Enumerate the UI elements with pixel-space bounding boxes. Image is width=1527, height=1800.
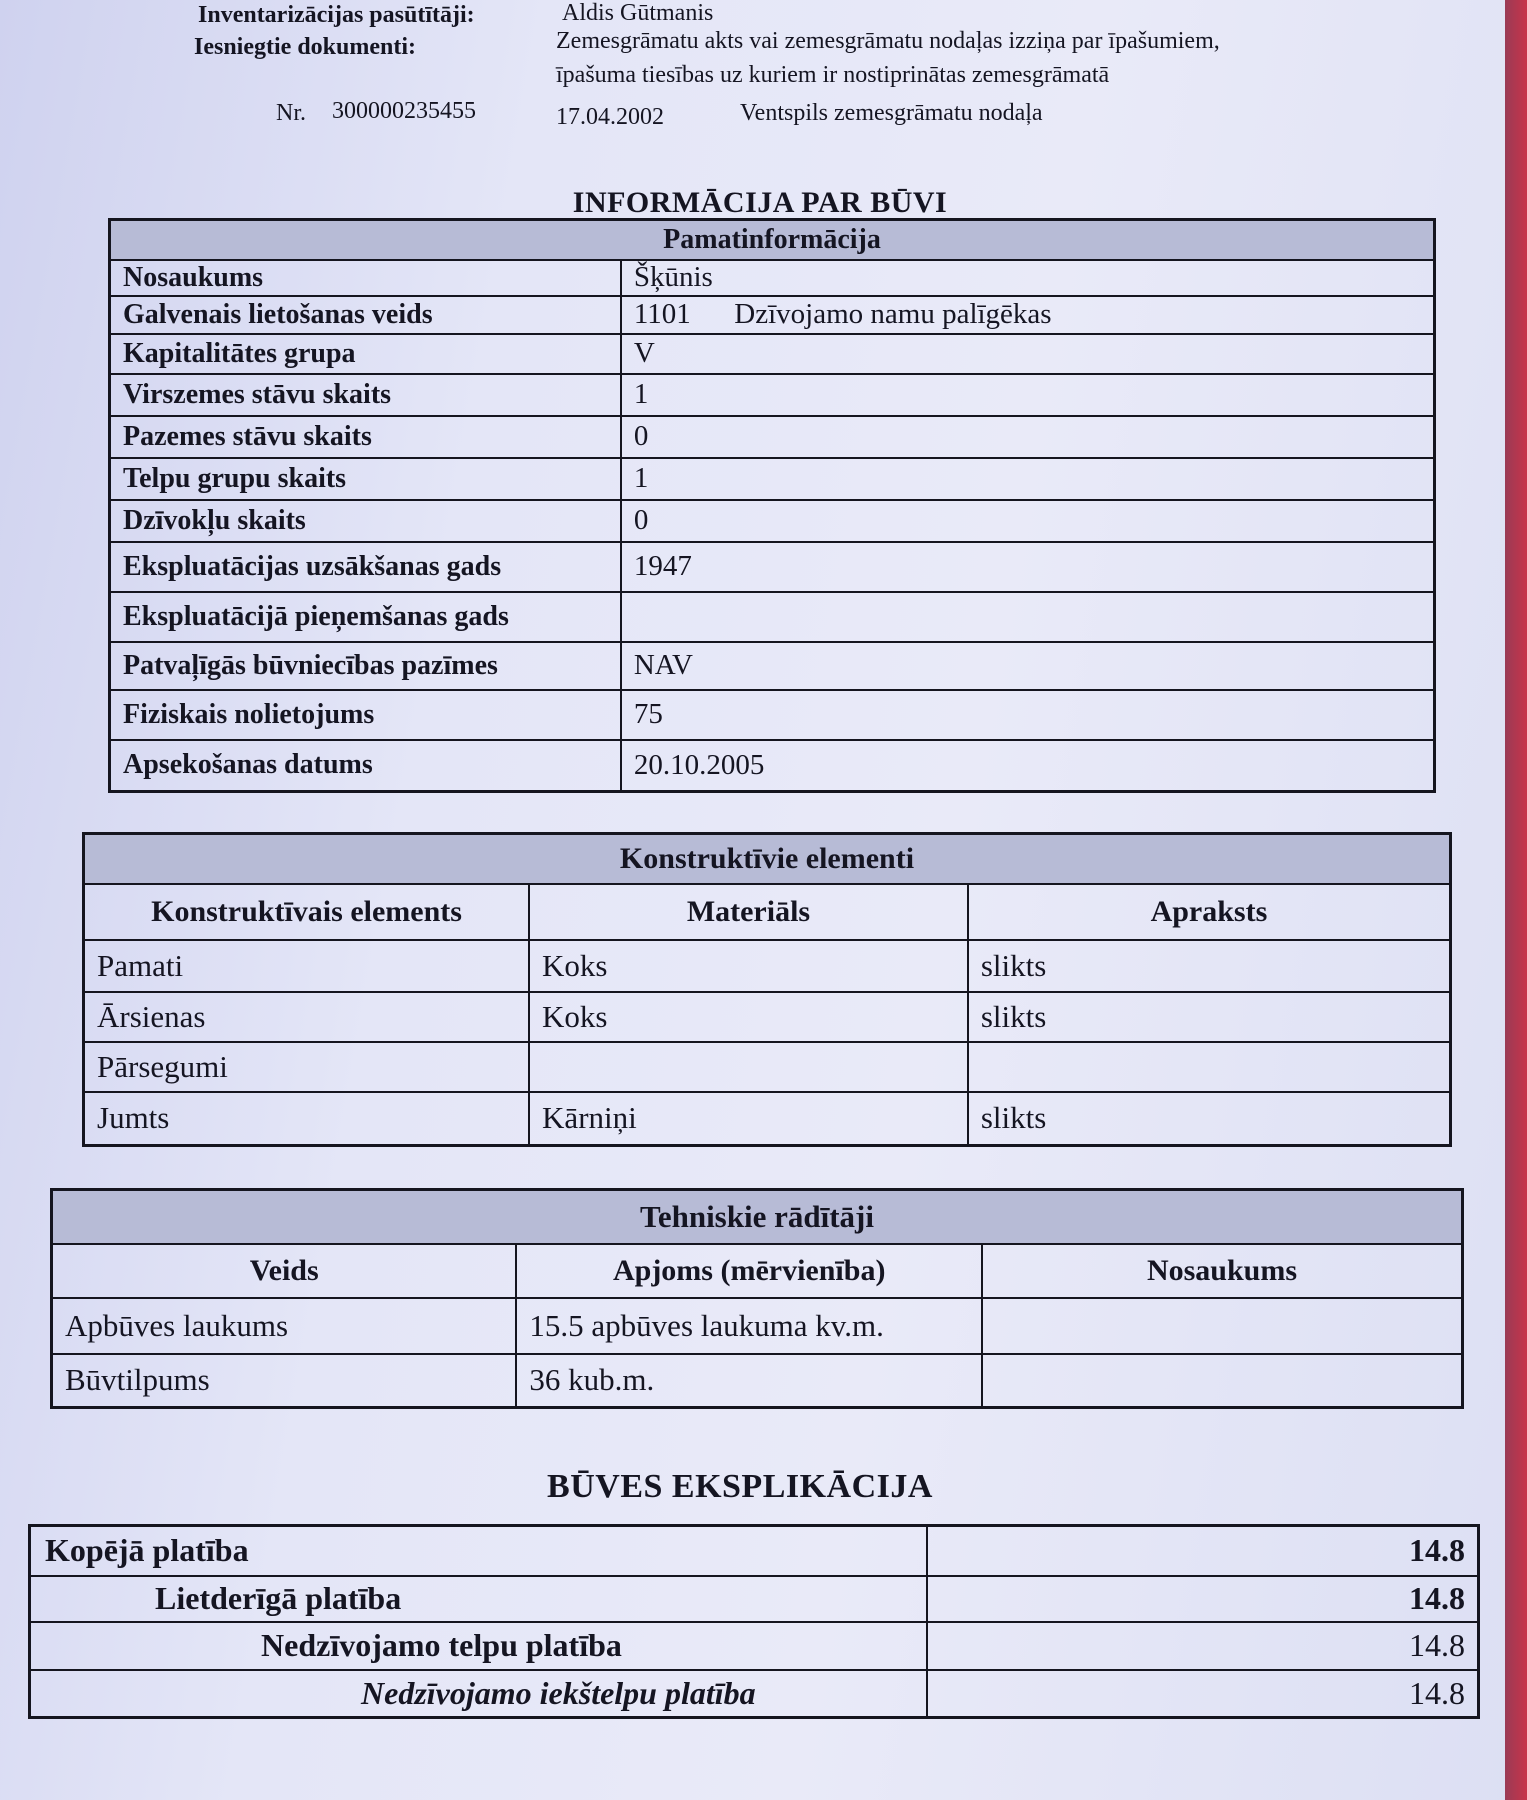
- row-label: Galvenais lietošanas veids: [110, 296, 621, 334]
- col-header: Apjoms (mērvienība): [516, 1244, 982, 1298]
- element-cell: Jumts: [84, 1092, 530, 1146]
- construction-header: Konstruktīvie elementi: [84, 834, 1451, 884]
- material-cell: [529, 1042, 968, 1092]
- doc-date: 17.04.2002: [556, 104, 664, 130]
- table-row: [84, 1042, 1451, 1092]
- technical-table: [50, 1188, 1464, 1409]
- nr-label: Nr.: [276, 100, 306, 126]
- row-value: [621, 592, 1435, 642]
- docs-label: Iesniegtie dokumenti:: [194, 34, 416, 60]
- row-value: 1101 Dzīvojamo namu palīgēkas: [621, 296, 1435, 334]
- explication-table: [28, 1524, 1480, 1719]
- area-label: Lietderīgā platība: [30, 1576, 927, 1622]
- office-name: Ventspils zemesgrāmatu nodaļa: [740, 100, 1043, 126]
- basic-info-table: [108, 218, 1436, 793]
- basic-info-header: Pamatinformācija: [110, 220, 1435, 260]
- col-header: Veids: [52, 1244, 517, 1298]
- row-label: Nosaukums: [110, 260, 621, 296]
- technical-header: Tehniskie rādītāji: [52, 1190, 1463, 1244]
- table-row: [110, 416, 1435, 458]
- table-row: [110, 260, 1435, 296]
- row-label: Kapitalitātes grupa: [110, 334, 621, 374]
- row-label: Fiziskais nolietojums: [110, 690, 621, 740]
- row-value: 20.10.2005: [621, 740, 1435, 792]
- orderer-label: Inventarizācijas pasūtītāji:: [198, 2, 475, 28]
- row-value: 0: [621, 416, 1435, 458]
- area-label: Nedzīvojamo iekštelpu platība: [30, 1670, 927, 1718]
- table-row: [84, 1092, 1451, 1146]
- area-value: 14.8: [927, 1670, 1479, 1718]
- description-cell: [968, 1042, 1451, 1092]
- table-row: [30, 1670, 1479, 1718]
- description-cell: slikts: [968, 940, 1451, 992]
- table-row: [110, 592, 1435, 642]
- row-value: 1: [621, 458, 1435, 500]
- material-cell: Kārniņi: [529, 1092, 968, 1146]
- col-header: Konstruktīvais elements: [84, 884, 530, 940]
- table-row: [110, 296, 1435, 334]
- material-cell: Koks: [529, 940, 968, 992]
- construction-column-headers: [84, 884, 1451, 940]
- table-row: [110, 740, 1435, 792]
- col-header: Apraksts: [968, 884, 1451, 940]
- element-cell: Pamati: [84, 940, 530, 992]
- area-value: 14.8: [927, 1622, 1479, 1670]
- nr-value: 300000235455: [332, 98, 476, 124]
- name-cell: [982, 1298, 1463, 1354]
- table-row: [52, 1354, 1463, 1408]
- table-row: [110, 690, 1435, 740]
- explication-title: BŪVES EKSPLIKĀCIJA: [547, 1468, 933, 1505]
- area-label: Kopējā platība: [30, 1526, 927, 1576]
- volume-cell: 36 kub.m.: [516, 1354, 982, 1408]
- table-row: [110, 642, 1435, 690]
- table-row: [84, 940, 1451, 992]
- element-cell: Ārsienas: [84, 992, 530, 1042]
- building-info-title: INFORMĀCIJA PAR BŪVI: [572, 186, 948, 219]
- table-row: [110, 458, 1435, 500]
- row-label: Ekspluatācijas uzsākšanas gads: [110, 542, 621, 592]
- area-label: Nedzīvojamo telpu platība: [30, 1622, 927, 1670]
- row-value: 1: [621, 374, 1435, 416]
- row-label: Virszemes stāvu skaits: [110, 374, 621, 416]
- row-label: Apsekošanas datums: [110, 740, 621, 792]
- binder-edge: [1505, 0, 1527, 1800]
- row-label: Telpu grupu skaits: [110, 458, 621, 500]
- element-cell: Pārsegumi: [84, 1042, 530, 1092]
- table-row: [110, 500, 1435, 542]
- row-value: 0: [621, 500, 1435, 542]
- table-row: [30, 1622, 1479, 1670]
- table-row: [52, 1298, 1463, 1354]
- description-cell: slikts: [968, 1092, 1451, 1146]
- table-row: [110, 334, 1435, 374]
- type-cell: Būvtilpums: [52, 1354, 517, 1408]
- volume-cell: 15.5 apbūves laukuma kv.m.: [516, 1298, 982, 1354]
- area-value: 14.8: [927, 1576, 1479, 1622]
- row-label: Pazemes stāvu skaits: [110, 416, 621, 458]
- description-cell: slikts: [968, 992, 1451, 1042]
- table-row: [110, 542, 1435, 592]
- row-label: Dzīvokļu skaits: [110, 500, 621, 542]
- table-row: [30, 1526, 1479, 1576]
- row-value: 75: [621, 690, 1435, 740]
- col-header: Nosaukums: [982, 1244, 1463, 1298]
- row-value: NAV: [621, 642, 1435, 690]
- row-value: 1947: [621, 542, 1435, 592]
- name-cell: [982, 1354, 1463, 1408]
- area-value: 14.8: [927, 1526, 1479, 1576]
- material-cell: Koks: [529, 992, 968, 1042]
- type-cell: Apbūves laukums: [52, 1298, 517, 1354]
- orderer-value: Aldis Gūtmanis: [562, 0, 714, 26]
- row-value: Šķūnis: [621, 260, 1435, 296]
- row-label: Patvaļīgās būvniecības pazīmes: [110, 642, 621, 690]
- row-label: Ekspluatācijā pieņemšanas gads: [110, 592, 621, 642]
- col-header: Materiāls: [529, 884, 968, 940]
- technical-column-headers: [52, 1244, 1463, 1298]
- row-value: V: [621, 334, 1435, 374]
- table-row: [84, 992, 1451, 1042]
- table-row: [110, 374, 1435, 416]
- docs-line-2: īpašuma tiesības uz kuriem ir nostiprinātas zemesgrāmatā: [556, 62, 1110, 88]
- docs-line-1: Zemesgrāmatu akts vai zemesgrāmatu nodaļas izziņa par īpašumiem,: [556, 28, 1220, 54]
- table-row: [30, 1576, 1479, 1622]
- construction-table: [82, 832, 1452, 1147]
